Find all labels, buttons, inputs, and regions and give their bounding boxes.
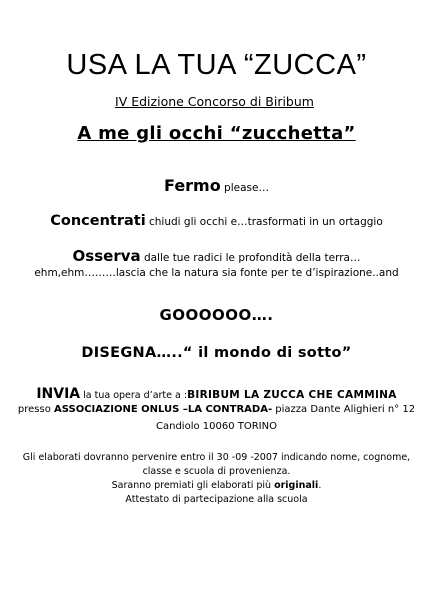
note-certificate: Attestato di partecipazione alla scuola — [125, 494, 308, 505]
flyer-title: USA LA TUA “ZUCCA” — [66, 49, 367, 81]
invia-line — [0, 384, 433, 402]
presso-line — [0, 404, 433, 415]
osserva-keyword: Osserva — [72, 247, 141, 265]
fermo-line — [0, 177, 433, 195]
disegna-line: DISEGNA…..“ il mondo di sotto” — [81, 345, 352, 361]
note-school: classe e scuola di provenienza. — [142, 466, 291, 477]
invia-keyword: INVIA — [36, 386, 81, 402]
note-prizes — [0, 481, 433, 491]
concentrati-text: chiudi gli occhi e…trasformati in un ortaggio — [145, 216, 383, 228]
presso-name: ASSOCIAZIONE ONLUS –LA CONTRADA- — [54, 404, 273, 415]
presso-prefix: presso — [17, 404, 55, 415]
concentrati-line — [0, 211, 433, 230]
city-line: Candiolo 10060 TORINO — [156, 421, 277, 432]
osserva-continuation: ehm,ehm………lascia che la natura sia fonte per te d’ispirazione..and — [34, 267, 399, 279]
note-prizes-prefix: Saranno premiati gli elaborati più — [111, 480, 275, 491]
invia-text: la tua opera d’arte a : — [80, 390, 188, 401]
presso-address: piazza Dante Alighieri n° 12 — [272, 404, 416, 415]
osserva-text: dalle tue radici le profondità della terra… — [140, 252, 361, 264]
edition-subtitle: IV Edizione Concorso di Biribum — [115, 94, 314, 109]
note-deadline: Gli elaborati dovranno pervenire entro il 30 -09 -2007 indicando nome, cognome, — [22, 452, 411, 463]
motto-heading: A me gli occhi “zucchetta” — [77, 123, 356, 144]
invia-destination: BIRIBUM LA ZUCCA CHE CAMMINA — [187, 389, 397, 401]
fermo-keyword: Fermo — [164, 176, 221, 195]
note-prizes-strong: originali — [274, 480, 319, 491]
gooo-line: GOOOOOO…. — [159, 306, 274, 324]
concentrati-keyword: Concentrati — [50, 213, 146, 229]
fermo-text: please… — [220, 182, 269, 194]
note-prizes-suffix: . — [318, 480, 322, 491]
osserva-line — [0, 247, 433, 265]
